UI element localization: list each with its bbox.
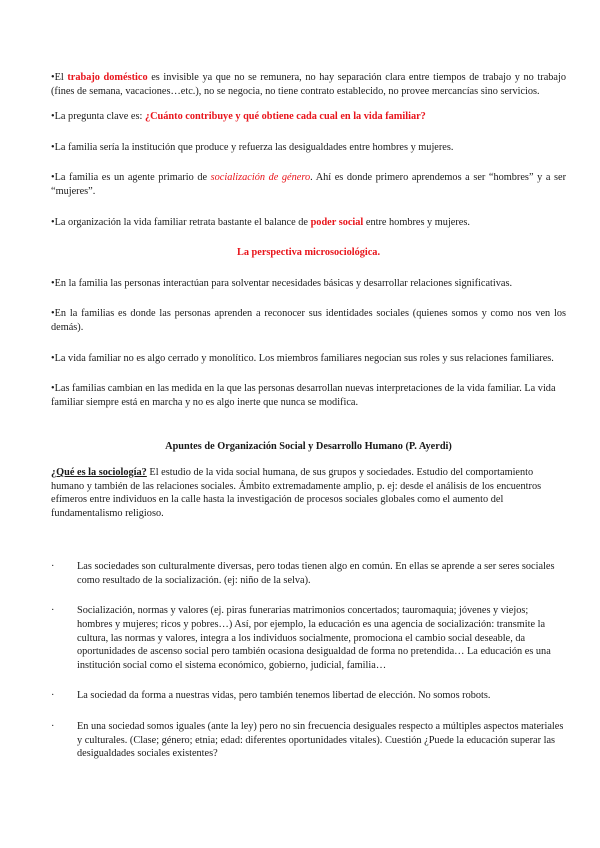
bullet-text: Socialización, normas y valores (ej. piras funerarias matrimonios concertados; tauromaquia; jóvenes y viejos; hombres y mujeres; ricos y pobres…) Así, por ejemplo, la educación es una agencia de socialización: transmite la cultura, las normas y valores, integra a los individuos socialmente, promociona el cambio social deseable, da oportunidades de ascenso social pero también ocasiona desigualdad de forma no pretendida… La educación es una institución social como el sistema económico, gobierno, judicial, familia… bbox=[77, 605, 551, 671]
text-run: El estudio de la vida social humana, de sus grupos y sociedades. Estudio del comportamiento humano y también de las relaciones sociales. Ámbito extremadamente amplio, p. ej: desde el análisis de los encuentros efímeros entre individuos en la calle hasta la investigación de procesos sociales globales como el aumento del fundamentalismo religioso. bbox=[51, 466, 542, 519]
bullet-text: En una sociedad somos iguales (ante la ley) pero no sin frecuencia desiguales respecto a múltiples aspectos materiales y culturales. (Clase; género; etnia; edad: diferentes oportunidades vitales). Cuestión ¿Puede la educación superar las desigualdades sociales existentes? bbox=[77, 721, 564, 760]
paragraph-agente-primario bbox=[51, 171, 566, 198]
text-run: . Ahí es donde primero aprendemos a ser “hombres” y a ser “mujeres”. bbox=[51, 172, 566, 197]
question-que-es-sociologia: ¿Qué es la sociología? bbox=[51, 466, 147, 478]
paragraph-que-es-sociologia bbox=[51, 466, 566, 520]
text-run: es invisible ya que no se remunera, no hay separación clara entre tiempos de trabajo y no trabajo (fines de semana, vacaciones…etc.), no se negocia, no tiene contrato establecido, no provee mercancías sino servicios. bbox=[51, 72, 567, 97]
highlight-pregunta-clave: ¿Cuánto contribuye y qué obtiene cada cual en la vida familiar? bbox=[144, 111, 426, 123]
bullet-dot: · bbox=[51, 561, 55, 573]
bullet-item bbox=[51, 720, 566, 761]
paragraph-pregunta-clave bbox=[51, 110, 566, 124]
bullet-text: La sociedad da forma a nuestras vidas, pero también tenemos libertad de elección. No somos robots. bbox=[77, 690, 491, 702]
section-heading-microsociologica: La perspectiva microsociológica. bbox=[236, 247, 381, 259]
paragraph-familia-institucion: •La familia sería la institución que produce y refuerza las desigualdades entre hombres y mujeres. bbox=[51, 141, 454, 153]
paragraph-trabajo-domestico bbox=[51, 71, 566, 98]
text-run: •La pregunta clave es: bbox=[51, 111, 145, 123]
paragraph-micro-2: •En la familias es donde las personas aprenden a reconocer sus identidades sociales (quienes somos y como nos ven los demás). bbox=[51, 308, 566, 333]
paragraph-poder-social bbox=[51, 216, 566, 230]
text-run: •La familia es un agente primario de bbox=[51, 172, 211, 184]
bullet-dot: · bbox=[51, 605, 55, 617]
highlight-trabajo-domestico: trabajo doméstico bbox=[67, 72, 148, 83]
highlight-poder-social: poder social bbox=[310, 216, 364, 228]
bullet-item bbox=[51, 560, 566, 587]
bullet-item bbox=[51, 604, 566, 672]
text-run: •El bbox=[51, 72, 68, 83]
document-title-apuntes: Apuntes de Organización Social y Desarrollo Humano (P. Ayerdi) bbox=[165, 441, 452, 453]
highlight-socializacion-genero: socialización de género bbox=[210, 172, 311, 184]
bullet-item bbox=[51, 689, 566, 703]
text-run: •La organización la vida familiar retrata bastante el balance de bbox=[51, 216, 311, 228]
text-run: entre hombres y mujeres. bbox=[363, 216, 470, 228]
paragraph-micro-3: •La vida familiar no es algo cerrado y monolítico. Los miembros familiares negocian sus roles y sus relaciones familiares. bbox=[51, 352, 554, 364]
paragraph-micro-1: •En la familia las personas interactúan para solventar necesidades básicas y desarrollar relaciones significativas. bbox=[51, 277, 513, 289]
bullet-text: Las sociedades son culturalmente diversas, pero todas tienen algo en común. En ellas se aprende a ser seres sociales como resultado de la socialización. (ej: niño de la selva). bbox=[77, 561, 555, 586]
bullet-dot: · bbox=[51, 721, 55, 733]
bullet-dot: · bbox=[51, 690, 55, 702]
paragraph-micro-4: •Las familias cambian en las medida en la que las personas desarrollan nuevas interpretaciones de la vida familiar. La vida familiar siempre está en marcha y no es algo inerte que nunca se modifica. bbox=[51, 383, 556, 408]
